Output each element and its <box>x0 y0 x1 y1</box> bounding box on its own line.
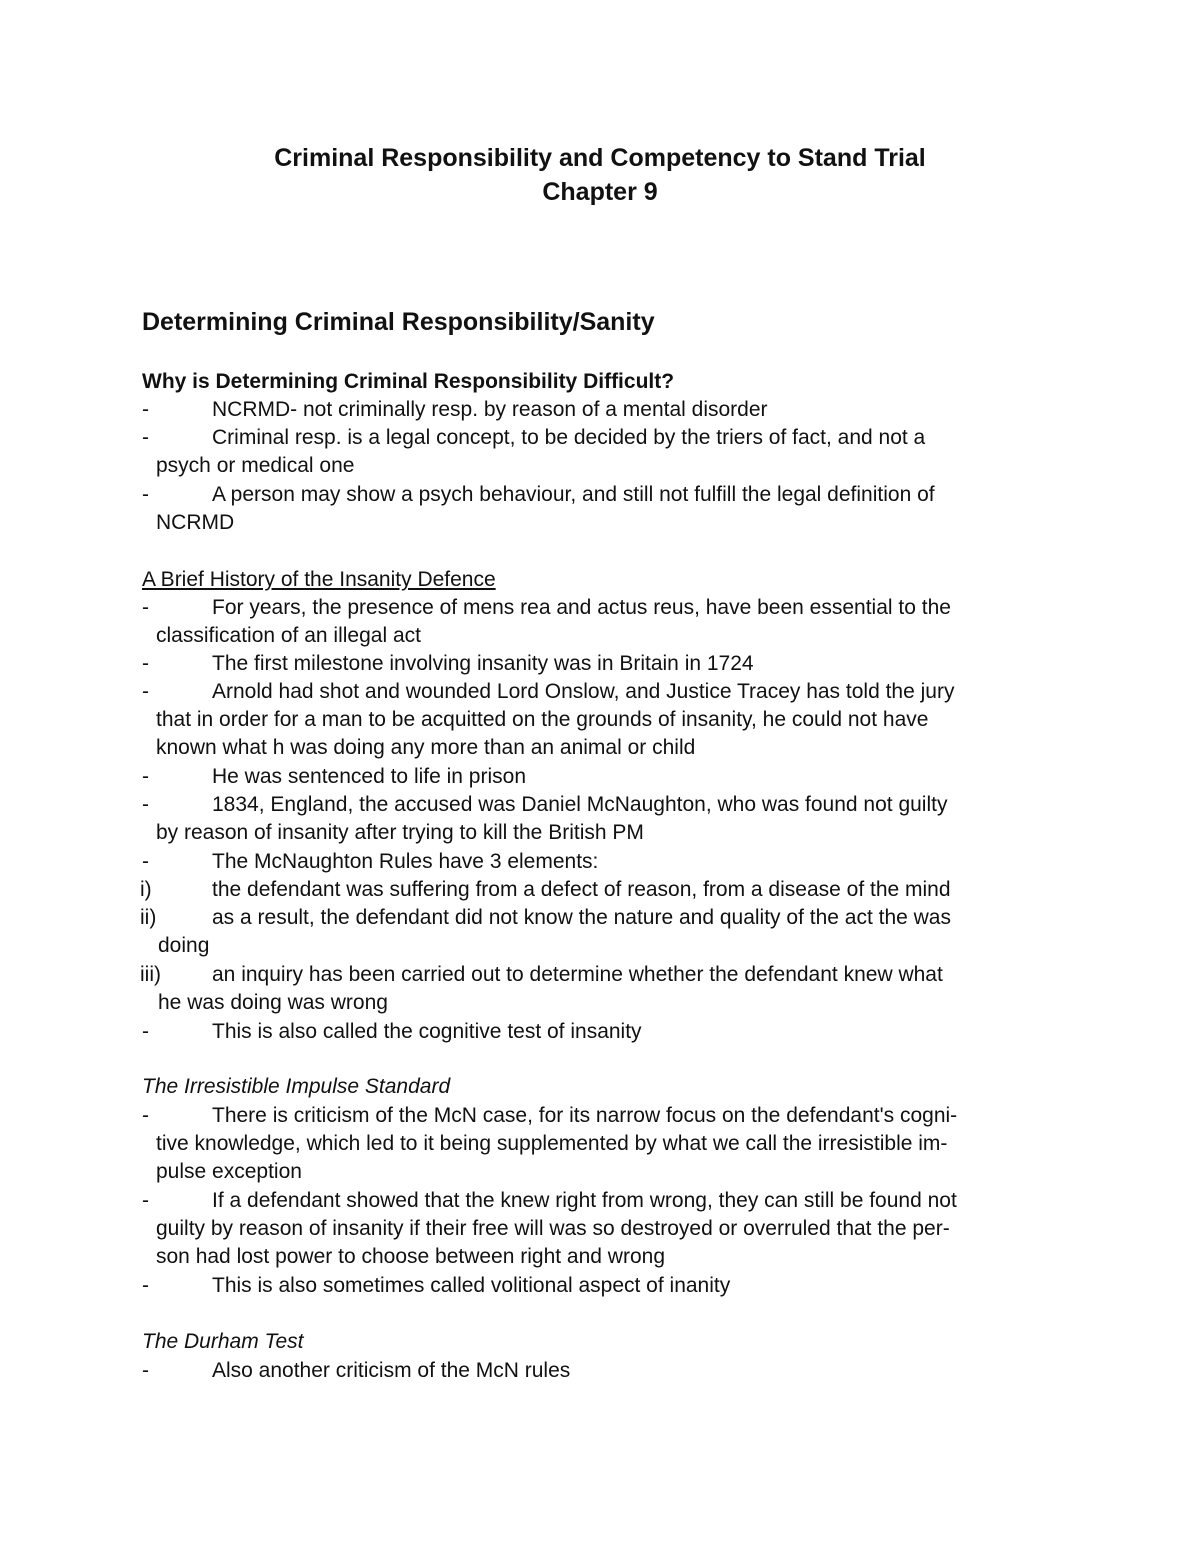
subheading-irresistible-impulse: The Irresistible Impulse Standard <box>142 1075 451 1098</box>
list-item-text: that in order for a man to be acquitted on the grounds of insanity, he could not have <box>156 708 929 731</box>
list-marker: - <box>142 1274 149 1297</box>
list-item-text: NCRMD <box>156 511 235 534</box>
list-item-text: by reason of insanity after trying to kill the British PM <box>156 821 644 844</box>
list-marker: i) <box>140 878 152 901</box>
list-item-text: the defendant was suffering from a defect of reason, from a disease of the mind <box>212 878 951 901</box>
document-chapter: Chapter 9 <box>542 178 658 206</box>
list-item-text: as a result, the defendant did not know the nature and quality of the act the was <box>212 906 951 929</box>
list-marker: - <box>142 1104 149 1127</box>
subheading-durham-test: The Durham Test <box>142 1330 304 1353</box>
list-item-text: Also another criticism of the McN rules <box>212 1359 571 1382</box>
list-item-text: he was doing was wrong <box>158 991 388 1014</box>
list-marker: - <box>142 793 149 816</box>
list-marker: - <box>142 596 149 619</box>
list-item-text: guilty by reason of insanity if their free will was so destroyed or overruled that the per- <box>156 1217 950 1240</box>
list-item-text: 1834, England, the accused was Daniel McNaughton, who was found not guilty <box>212 793 948 816</box>
list-marker: - <box>142 1189 149 1212</box>
document-title: Criminal Responsibility and Competency to Stand Trial <box>274 144 926 172</box>
list-item-text: NCRMD- not criminally resp. by reason of a mental disorder <box>212 398 768 421</box>
list-item-text: known what h was doing any more than an animal or child <box>156 736 696 759</box>
list-item-text: A person may show a psych behaviour, and still not fulfill the legal definition of <box>212 483 935 506</box>
list-item-text: doing <box>158 934 210 957</box>
list-item-text: There is criticism of the McN case, for its narrow focus on the defendant's cogni- <box>212 1104 958 1127</box>
list-item-text: Arnold had shot and wounded Lord Onslow, and Justice Tracey has told the jury <box>212 680 955 703</box>
list-item-text: This is also sometimes called volitional aspect of inanity <box>212 1274 731 1297</box>
list-item-text: tive knowledge, which led to it being supplemented by what we call the irresistible im- <box>156 1132 948 1155</box>
list-item-text: He was sentenced to life in prison <box>212 765 527 788</box>
list-item-text: an inquiry has been carried out to determine whether the defendant knew what <box>212 963 943 986</box>
list-item-text: classification of an illegal act <box>156 624 421 647</box>
section-heading-criminal-responsibility: Determining Criminal Responsibility/Sanity <box>142 308 655 336</box>
subheading-why-difficult: Why is Determining Criminal Responsibility Difficult? <box>142 370 675 393</box>
list-item-text: psych or medical one <box>156 454 355 477</box>
list-marker: - <box>142 765 149 788</box>
list-marker: - <box>142 398 149 421</box>
list-marker: - <box>142 483 149 506</box>
list-item-text: son had lost power to choose between right and wrong <box>156 1245 665 1268</box>
list-item-text: Criminal resp. is a legal concept, to be decided by the triers of fact, and not a <box>212 426 926 449</box>
list-marker: - <box>142 680 149 703</box>
list-marker: - <box>142 1359 149 1382</box>
list-item-text: If a defendant showed that the knew right from wrong, they can still be found not <box>212 1189 957 1212</box>
list-item-text: This is also called the cognitive test of insanity <box>212 1020 642 1043</box>
subheading-brief-history: A Brief History of the Insanity Defence <box>142 568 496 591</box>
list-item-text: The McNaughton Rules have 3 elements: <box>212 850 599 873</box>
list-marker: - <box>142 850 149 873</box>
list-marker: - <box>142 1020 149 1043</box>
list-marker: iii) <box>140 963 161 986</box>
list-item-text: The first milestone involving insanity was in Britain in 1724 <box>212 652 754 675</box>
list-marker: ii) <box>140 906 157 929</box>
list-item-text: pulse exception <box>156 1160 302 1183</box>
list-item-text: For years, the presence of mens rea and actus reus, have been essential to the <box>212 596 951 619</box>
list-marker: - <box>142 426 149 449</box>
list-marker: - <box>142 652 149 675</box>
